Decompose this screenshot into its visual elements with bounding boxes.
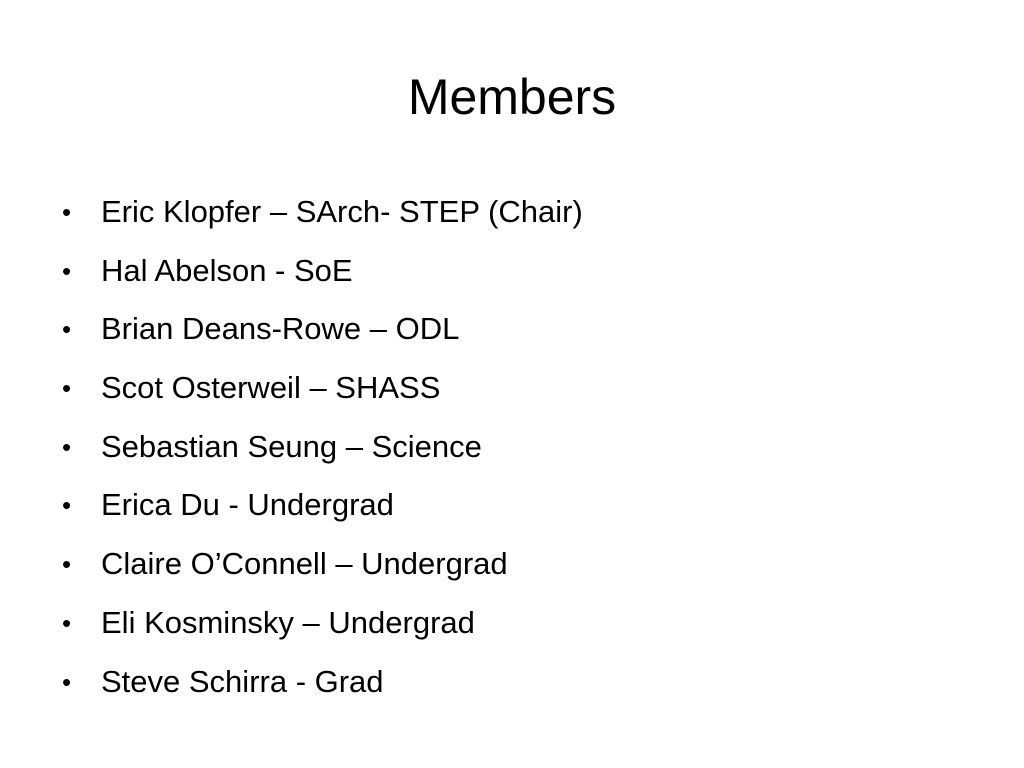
list-item-text: Erica Du - Undergrad [101, 487, 394, 523]
bullet-icon: • [62, 255, 72, 286]
list-item [0, 242, 1024, 301]
list-item-text: Hal Abelson - SoE [101, 252, 353, 288]
list-item-text: Claire O’Connell – Undergrad [101, 546, 508, 582]
bullet-icon: • [62, 373, 72, 404]
list-item-text: Eli Kosminsky – Undergrad [101, 604, 475, 640]
list-item-text: Eric Klopfer – SArch- STEP (Chair) [101, 194, 583, 229]
list-item [0, 535, 1024, 594]
bullet-icon: • [62, 431, 72, 462]
bullet-icon: • [62, 197, 72, 227]
list-item-text: Scot Osterweil – SHASS [101, 370, 441, 406]
list-item [0, 183, 1024, 242]
list-item [0, 300, 1024, 359]
bullet-icon: • [62, 607, 72, 638]
list-item [0, 476, 1024, 535]
bullet-icon: • [62, 314, 72, 345]
list-item-text: Sebastian Seung – Science [101, 428, 482, 464]
member-list [0, 183, 1024, 711]
list-item [0, 594, 1024, 653]
list-item [0, 359, 1024, 418]
bullet-icon: • [62, 490, 72, 521]
list-item [0, 418, 1024, 477]
bullet-icon: • [62, 666, 72, 697]
list-item [0, 653, 1024, 712]
list-item-text: Steve Schirra - Grad [101, 663, 384, 699]
list-item-text: Brian Deans-Rowe – ODL [101, 311, 460, 347]
slide-title: Members [407, 69, 617, 125]
bullet-icon: • [62, 549, 72, 580]
